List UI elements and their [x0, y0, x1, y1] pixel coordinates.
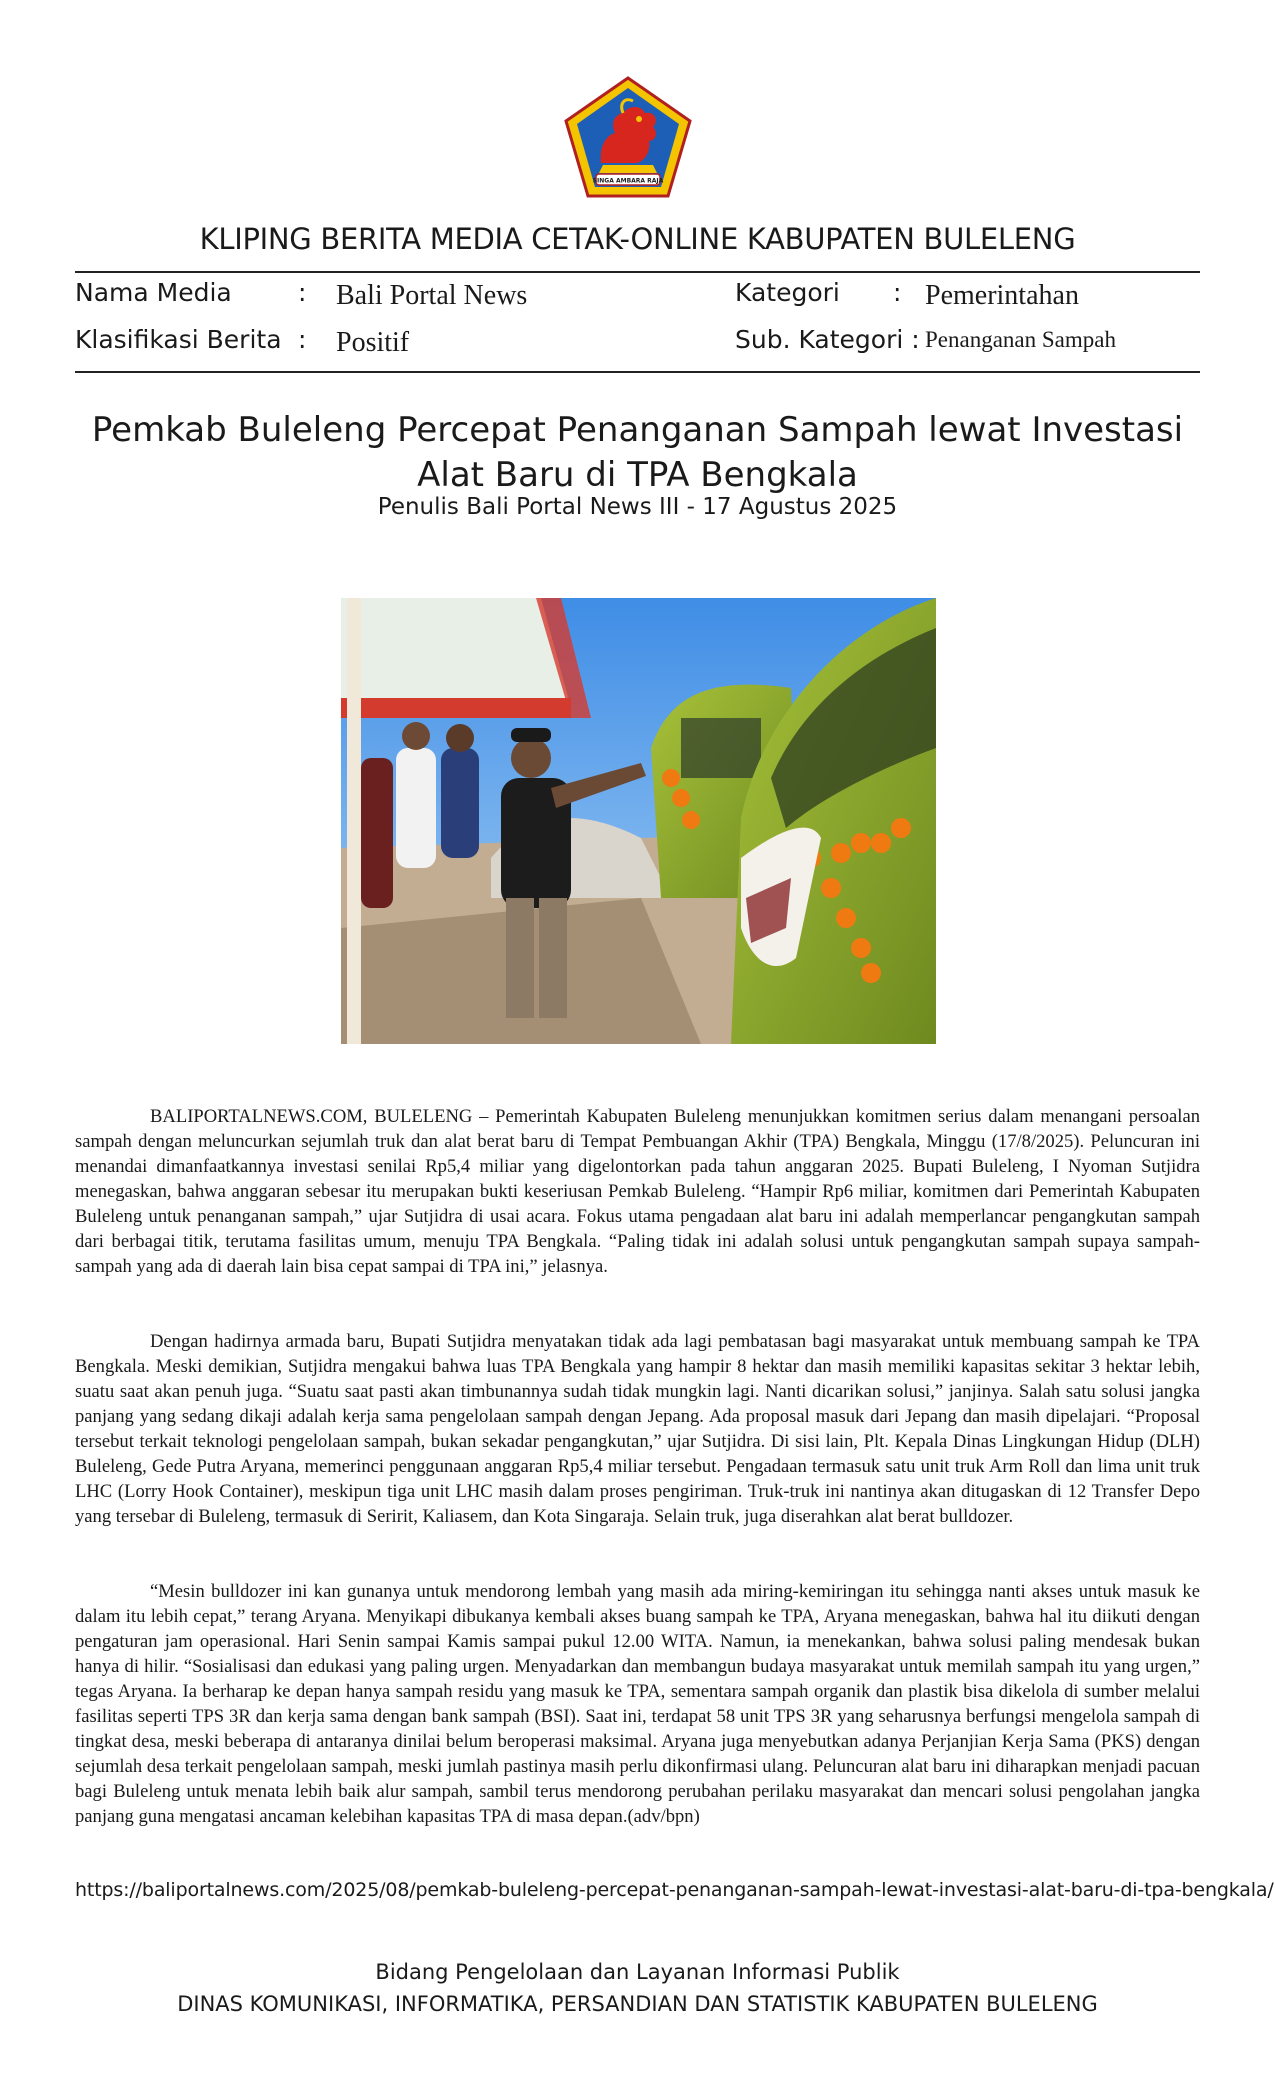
classification-label: Klasifikasi Berita [75, 325, 282, 354]
classification-separator: : [298, 325, 307, 354]
footer-department: Bidang Pengelolaan dan Layanan Informasi Publik [375, 1960, 900, 1984]
article-paragraph: “Mesin bulldozer ini kan gunanya untuk mendorong lembah yang masih ada miring-kemiringan itu sehingga nanti akses untuk masuk ke dalam itu lebih cepat,” terang Aryana. Menyikapi dibukanya kembali akses buang sampah ke TPA, Aryana menegaskan, bahwa hal itu diikuti dengan pengaturan jam operasional. Hari Senin sampai Kamis sampai pukul 12.00 WITA. Namun, ia menekankan, bahwa solusi paling mendesak bukan hanya di hilir. “Sosialisasi dan edukasi yang paling urgen. Menyadarkan dan membangun budaya masyarakat untuk memilah sampah itu yang urgen,” tegas Aryana. Ia berharap ke depan hanya sampah residu yang masuk ke TPA, sementara sampah organik dan plastik bisa dikelola di sumber melalui fasilitas seperti TPS 3R dan kerja sama dengan bank sampah (BSI). Saat ini, terdapat 58 unit TPS 3R yang seharusnya berfungsi mengelola sampah di tingkat desa, meski beberapa di antaranya dinilai belum beroperasi maksimal. Aryana juga menyebutkan adanya Perjanjian Kerja Sama (PKS) dengan sejumlah desa terkait pengelolaan sampah, meski jumlah pastinya masih perlu dikonfirmasi ulang. Peluncuran alat baru ini diharapkan menjadi pacuan bagi Buleleng untuk menata lebih baik alur sampah, sambil terus mendorong perubahan perilaku masyarakat dan mencari solusi pengolahan jangka panjang guna mengatasi ancaman kelebihan kapasitas TPA di masa depan.(adv/bpn) [75, 1581, 1200, 1827]
article-title: Pemkab Buleleng Percepat Penanganan Sampah lewat Investasi Alat Baru di TPA Bengkala [91, 410, 1184, 495]
ceremony-truck-photo-icon [341, 598, 936, 1044]
footer-agency: DINAS KOMUNIKASI, INFORMATIKA, PERSANDIAN DAN STATISTIK KABUPATEN BULELENG [177, 1992, 1098, 2016]
category-separator: : [893, 278, 902, 307]
media-name-separator: : [298, 278, 307, 307]
buleleng-regency-crest-icon [563, 75, 693, 200]
media-name-label: Nama Media [75, 278, 232, 307]
svg-text:SINGA AMBARA RAJA: SINGA AMBARA RAJA [592, 177, 664, 185]
article-byline: Penulis Bali Portal News III - 17 Agustus 2025 [377, 494, 898, 520]
classification-value: Positif [336, 327, 410, 358]
media-name-value: Bali Portal News [336, 280, 528, 311]
article-paragraph: Dengan hadirnya armada baru, Bupati Sutjidra menyatakan tidak ada lagi pembatasan bagi masyarakat untuk membuang sampah ke TPA Bengkala. Meski demikian, Sutjidra mengakui bahwa luas TPA Bengkala yang hampir 8 hektar dan masih memiliki kapasitas sekitar 3 hektar lebih, suatu saat akan penuh juga. “Suatu saat pasti akan timbunannya sudah tidak mungkin lagi. Nanti dicarikan solusi,” janjinya. Salah satu solusi jangka panjang yang sedang dikaji adalah kerja sama pengelolaan sampah dengan Jepang. Ada proposal masuk dari Jepang dan masih dipelajari. “Proposal tersebut terkait teknologi pengelolaan sampah, bukan sekadar pengangkutan,” ujar Sutjidra. Di sisi lain, Plt. Kepala Dinas Lingkungan Hidup (DLH) Buleleng, Gede Putra Aryana, memerinci penggunaan anggaran Rp5,4 miliar tersebut. Pengadaan termasuk satu unit truk Arm Roll dan lima unit truk LHC (Lorry Hook Container), meskipun tiga unit LHC masih dalam proses pengiriman. Truk-truk ini nantinya akan ditugaskan di 12 Transfer Depo yang tersebar di Buleleng, termasuk di Seririt, Kaliasem, dan Kota Singaraja. Selain truk, juga diserahkan alat berat bulldozer. [75, 1331, 1200, 1527]
header-divider-top [75, 271, 1200, 273]
category-label: Kategori [735, 278, 840, 307]
clipping-header-title: KLIPING BERITA MEDIA CETAK-ONLINE KABUPATEN BULELENG [199, 222, 1076, 256]
header-divider-bottom [75, 371, 1200, 373]
subcategory-label: Sub. Kategori : [735, 325, 920, 354]
source-url-link[interactable]: https://baliportalnews.com/2025/08/pemkab-buleleng-percepat-penanganan-sampah-lewat-investasi-alat-baru-di-tpa-bengkala/ [75, 1879, 1274, 1901]
category-value: Pemerintahan [925, 280, 1079, 311]
subcategory-value: Penanganan Sampah [925, 327, 1116, 352]
article-paragraph: BALIPORTALNEWS.COM, BULELENG – Pemerintah Kabupaten Buleleng menunjukkan komitmen serius dalam menangani persoalan sampah dengan meluncurkan sejumlah truk dan alat berat baru di Tempat Pembuangan Akhir (TPA) Bengkala, Minggu (17/8/2025). Peluncuran ini menandai dimanfaatkannya investasi senilai Rp5,4 miliar yang digelontorkan pada tahun anggaran 2025. Bupati Buleleng, I Nyoman Sutjidra menegaskan, bahwa anggaran sebesar itu merupakan bukti keseriusan Pemkab Buleleng. “Hampir Rp6 miliar, komitmen dari Pemerintah Kabupaten Buleleng untuk penanganan sampah,” ujar Sutjidra di usai acara. Fokus utama pengadaan alat baru ini adalah memperlancar pengangkutan sampah dari berbagai titik, terutama fasilitas umum, menuju TPA Bengkala. “Paling tidak ini adalah solusi untuk pengangkutan sampah supaya sampah-sampah yang ada di daerah lain bisa cepat sampai di TPA ini,” jelasnya. [75, 1106, 1200, 1277]
